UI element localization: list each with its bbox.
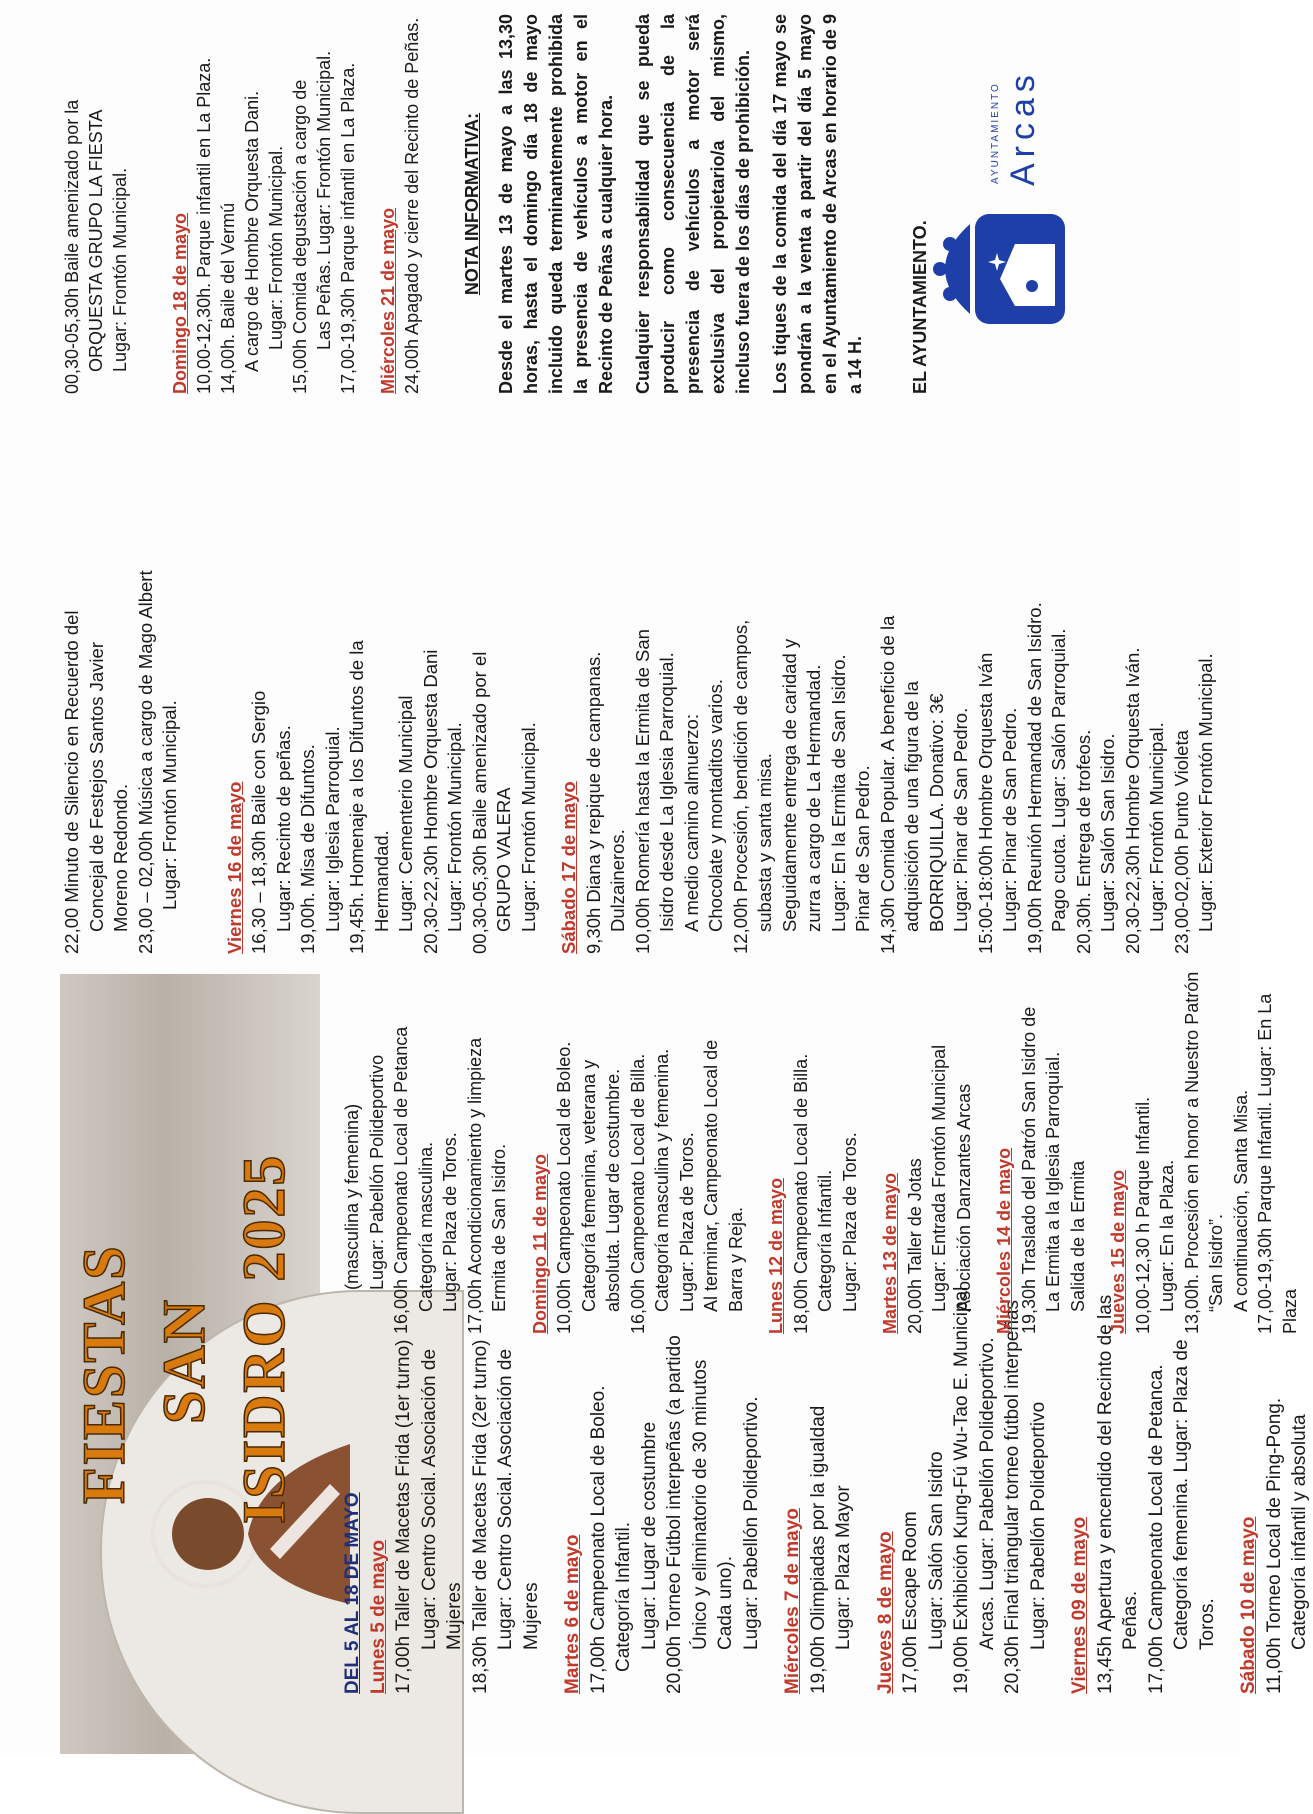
event-detail: Lugar: Pabellón Polideportivo — [1027, 1401, 1049, 1650]
day-lunes-5: Lunes 5 de mayo — [367, 1539, 389, 1694]
event: 17,00h Taller de Macetas Frida (1er turno) — [393, 1339, 414, 1694]
event-detail: Barra y Reja. — [725, 1206, 746, 1312]
event-detail: Pago cuota. Lugar: Salón Parroquial. — [1048, 628, 1069, 932]
event-detail: Lugar: Plaza de Toros. — [676, 1132, 697, 1312]
day-miercoles-7: Miércoles 7 de mayo — [782, 1508, 803, 1694]
event-detail: Concejal de Festejos Santos Javier — [85, 642, 107, 932]
event-detail: Categoría Infantil. — [815, 1169, 835, 1312]
event: 12,00h Procesión, bendición de campos, — [729, 619, 751, 954]
event-detail: Lugar: Frontón Municipal. — [159, 700, 180, 910]
event-detail: Lugar: Plaza Mayor — [833, 1485, 854, 1650]
event-detail: Lugar: Pabellón Polideportivo — [366, 1054, 387, 1290]
event-detail: Lugar: Exterior Frontón Municipal. — [1195, 653, 1216, 932]
spacer — [619, 14, 631, 394]
event: 20,00h Taller de Jotas — [904, 1158, 925, 1334]
event-detail: Categoría Infantil. — [613, 1522, 634, 1672]
day-domingo-18: Domingo 18 de mayo — [170, 212, 190, 394]
event-detail: Lugar: Centro Social. Asociación de — [418, 1348, 440, 1650]
event: 24,00h Apagado y cierre del Recinto de Peñas. — [402, 17, 422, 394]
event-detail: zurra a cargo de La Hermandad. — [803, 664, 824, 932]
event: 18,30h Taller de Macetas Frida (2er turno) — [469, 1339, 491, 1694]
banner-image — [60, 974, 320, 1754]
day-martes-6: Martes 6 de mayo — [562, 1534, 583, 1694]
event: 20,00h Torneo Fútbol interpeñas (a partido — [664, 1335, 685, 1694]
event: 20,30-22,30h Hombre Orquesta Iván. — [1121, 647, 1143, 954]
event-detail: Lugar: Salón San Isidro. — [1097, 733, 1118, 932]
event-detail: Las Peñas. Lugar: Frontón Municipal. — [314, 50, 334, 350]
event: 10,00-12,30h. Parque infantil en La Plaza. — [194, 57, 214, 394]
event-detail: Lugar: Iglesia Parroquial. — [321, 726, 343, 932]
day-viernes-16: Viernes 16 de mayo — [223, 781, 245, 954]
logo-caption: AYUNTAMIENTO — [990, 82, 1001, 184]
event: 19,45h. Homenaje a los Difuntos de la — [346, 640, 367, 954]
banner-title-line2: SAN — [151, 1297, 217, 1424]
event: 23,00-02,00h Punto Violeta — [1170, 730, 1192, 954]
event: 19,30h Traslado del Patrón San Isidro de — [1018, 1006, 1039, 1334]
event: 17,00-19,30h Parque Infantil. Lugar: En La Plaza — [1255, 993, 1300, 1334]
event-detail: Lugar: Plaza de Toros. — [839, 1132, 860, 1312]
event-detail: ORQUESTA GRUPO LA FIESTA — [86, 109, 106, 372]
event-detail: subasta y santa misa. — [754, 753, 775, 932]
nota-paragraph-2: Cualquier responsabilidad que se pueda producir como consecuencia de la presencia de vehículos a motor será exclusiva del propietario/a del mismo, incluso fuera de los días de prohibición. — [633, 14, 753, 394]
event-detail: Seguidamente entrega de caridad y — [778, 638, 800, 932]
event-detail: Lugar: Salón San Isidro — [925, 1451, 947, 1650]
event: 22,00 Minuto de Silencio en Recuerdo del — [61, 610, 82, 954]
event-detail: Lugar: Recinto de peñas. — [272, 725, 294, 932]
event: 10,00h Campeonato Local de Boleo. — [554, 1041, 574, 1334]
day-martes-13: Martes 13 de mayo — [880, 1172, 900, 1334]
event-detail: BORRIQUILLA. Donativo: 3€ — [925, 693, 947, 932]
spacer — [756, 14, 768, 394]
event: 17,00h Campeonato Local de Petanca. — [1145, 1364, 1167, 1694]
day-miercoles-21: Miércoles 21 de mayo — [378, 207, 398, 394]
event: 10,00h Romería hasta la Ermita de San — [631, 629, 653, 954]
event-detail: Lugar: En la Ermita de San Isidro. — [827, 654, 849, 932]
event-detail: Lugar: En la Plaza. — [1157, 1159, 1177, 1312]
event-detail: Mujeres — [444, 1582, 465, 1650]
event: 00,30-05,30h Baile amenizado por la — [62, 99, 82, 394]
day-domingo-11: Domingo 11 de mayo — [529, 1153, 550, 1334]
event-detail: Toros. — [1196, 1598, 1218, 1650]
event-detail: Lugar: Centro Social. Asociación de — [495, 1348, 516, 1650]
event-detail: Lugar: Frontón Municipal. — [444, 722, 465, 932]
event-detail: Cada uno). — [715, 1555, 736, 1650]
event: 13,00h. Procesión en honor a Nuestro Patrón — [1181, 971, 1202, 1334]
event: 23,00 – 02,00h Música a cargo de Mago Albert — [134, 570, 156, 954]
day-jueves-15: Jueves 15 de mayo — [1108, 1169, 1128, 1334]
event-detail: GRUPO VALERA — [493, 787, 514, 932]
event: 19,00h Exhibición Kung-Fú Wu-Tao E. Municipal — [951, 1286, 972, 1694]
event-detail: A cargo de Hombre Orquesta Dani. — [242, 90, 262, 372]
event: 19,00h. Misa de Difuntos. — [297, 744, 318, 954]
day-jueves-8: Jueves 8 de mayo — [874, 1531, 896, 1694]
column-2 — [60, 394, 1219, 954]
event: 9,30h Diana y repique de campanas. — [582, 651, 604, 954]
event: 17,00-19,30h Parque infantil en La Plaza. — [338, 62, 358, 394]
event-detail: Único y eliminatorio de 30 minutos — [689, 1359, 711, 1650]
event: 11,00h Torneo Local de Ping-Pong. — [1263, 1397, 1285, 1694]
event-detail: Salida de la Ermita — [1067, 1160, 1088, 1312]
event-detail: Pinar de San Pedro. — [852, 765, 873, 932]
event: 17,00h Campeonato Local de Boleo. — [587, 1385, 609, 1694]
event: 16,00h Campeonato Local de Billa. — [627, 1053, 648, 1334]
event-detail: Chocolate y montaditos varios. — [705, 679, 726, 932]
event-detail: Lugar: Frontón Municipal. — [1146, 722, 1167, 932]
event-detail: Asociación Danzantes Arcas — [953, 1083, 974, 1312]
event-detail: Mujeres — [520, 1582, 542, 1650]
event: 15,00h Comida degustación a cargo de — [290, 79, 310, 394]
nota-title: NOTA INFORMATIVA: — [462, 112, 482, 296]
spacer — [424, 14, 460, 394]
day-sabado-10: Sábado 10 de mayo — [1238, 1516, 1259, 1694]
event-detail: La Ermita a la Iglesia Parroquial. — [1043, 1051, 1063, 1312]
event-detail: Categoría femenina, veterana y — [578, 1059, 599, 1312]
event-detail: Lugar: Entrada Frontón Municipal — [929, 1044, 949, 1312]
column-3 — [60, 14, 932, 394]
date-range-heading: DEL 5 AL 18 DE MAYO — [342, 1492, 363, 1694]
event-detail: Hermandad. — [370, 830, 392, 932]
signature: EL AYUNTAMIENTO. — [910, 220, 930, 394]
day-sabado-17: Sábado 17 de mayo — [558, 781, 579, 954]
event-detail: Lugar: Pinar de San Pedro. — [999, 707, 1020, 932]
event-detail: Categoría infantil y absoluta — [1289, 1414, 1310, 1650]
event: 13,45h Apertura y encendido del Recinto de las — [1094, 1294, 1116, 1694]
event-detail: Al terminar, Campeonato Local de — [701, 1039, 721, 1312]
event: 15:00-18:00h Hombre Orquesta Iván — [974, 652, 996, 954]
event-detail: Dulzaineros. — [607, 829, 628, 932]
event-detail: Peñas. — [1120, 1590, 1141, 1650]
event: 14,30h Comida Popular. A beneficio de la — [876, 615, 898, 954]
event-detail: Categoría femenina. Lugar: Plaza de — [1171, 1339, 1192, 1650]
event: 16,30 – 18,30h Baile con Sergio — [248, 690, 269, 954]
event-detail: “San Isidro”. — [1206, 1213, 1226, 1312]
event-detail: Arcas. Lugar: Pabellón Polideportivo. — [976, 1337, 998, 1650]
event-detail: Lugar: Lugar de costumbre — [638, 1421, 660, 1650]
event-detail: adquisición de una figura de la — [901, 681, 922, 932]
event: 19,00h Olimpiadas por la igualdad — [807, 1405, 829, 1694]
event-detail: Lugar: Cementerio Municipal — [395, 695, 416, 932]
event-detail: Lugar: Pabellón Polideportivo. — [740, 1396, 762, 1650]
event-detail: Categoría masculina y femenina. — [652, 1048, 672, 1312]
column-1b — [340, 964, 1302, 1334]
event: 17,00h Escape Room — [900, 1511, 921, 1694]
event: 10,00-12,30 h Parque Infantil. — [1132, 1096, 1153, 1334]
event-detail: Lugar: Frontón Municipal. — [110, 167, 130, 372]
event-detail: Lugar: Plaza de Toros. — [440, 1132, 460, 1312]
event-detail: A continuación, Santa Misa. — [1230, 1089, 1251, 1312]
event-detail: Moreno Redondo. — [110, 783, 131, 932]
day-viernes-9: Viernes 09 de mayo — [1069, 1516, 1090, 1694]
event-detail: absoluta. Lugar de costumbre. — [603, 1068, 623, 1312]
event: 19,00h Reunión Hermandad de San Isidro. — [1023, 602, 1045, 954]
event-detail: Isidro desde La Iglesia Parroquial. — [656, 652, 677, 932]
event-detail: Lugar: Frontón Municipal. — [266, 145, 286, 350]
logo-name: Arcas — [1004, 69, 1042, 186]
event: 20,30h Final triangular torneo fútbol interpeñas — [1002, 1300, 1023, 1694]
event: 18,00h Campeonato Local de Billa. — [790, 1053, 811, 1334]
event: 14,00h. Baile del Vermú — [218, 202, 238, 394]
event: 20,30-22,30h Hombre Orquesta Dani — [419, 649, 441, 954]
event-detail: (masculina y femenina) — [342, 1103, 362, 1290]
event-detail: Categoría masculina. — [415, 1141, 436, 1312]
banner-title-line1: FIESTAS — [71, 1244, 137, 1504]
event: 00,30-05,30h Baile amenizado por el — [468, 651, 490, 954]
event-detail: Ermita de San Isidro. — [489, 1143, 509, 1312]
banner-title-line3: ISIDRO 2025 — [231, 1153, 297, 1524]
event-detail: Lugar: Pinar de San Pedro. — [950, 707, 971, 932]
day-lunes-12: Lunes 12 de mayo — [766, 1177, 786, 1334]
event: 20,30h. Entrega de trofeos. — [1072, 729, 1094, 954]
event: 16,00h Campeonato Local de Petanca — [391, 1026, 411, 1334]
event: 17,00h Acondicionamiento y limpieza — [464, 1037, 485, 1334]
day-miercoles-14: Miércoles 14 de mayo — [994, 1147, 1014, 1334]
nota-paragraph-1: Desde el martes 13 de mayo a las 13,30 horas, hasta el domingo día 18 de mayo incluido queda terminantemente prohibida la presencia de vehículos a motor en el Recinto de Peñas a cualquier hora. — [496, 14, 616, 394]
arcas-logo — [900, 54, 1080, 354]
event-detail: Lugar: Frontón Municipal. — [517, 722, 539, 932]
nota-paragraph-3: Los tiques de la comida del día 17 mayo se pondrán a la venta a partir del día 5 mayo en el Ayuntamiento de Arcas en horario de 9 a 14 H. — [770, 14, 865, 394]
event-detail: A medio camino almuerzo: — [680, 714, 702, 932]
